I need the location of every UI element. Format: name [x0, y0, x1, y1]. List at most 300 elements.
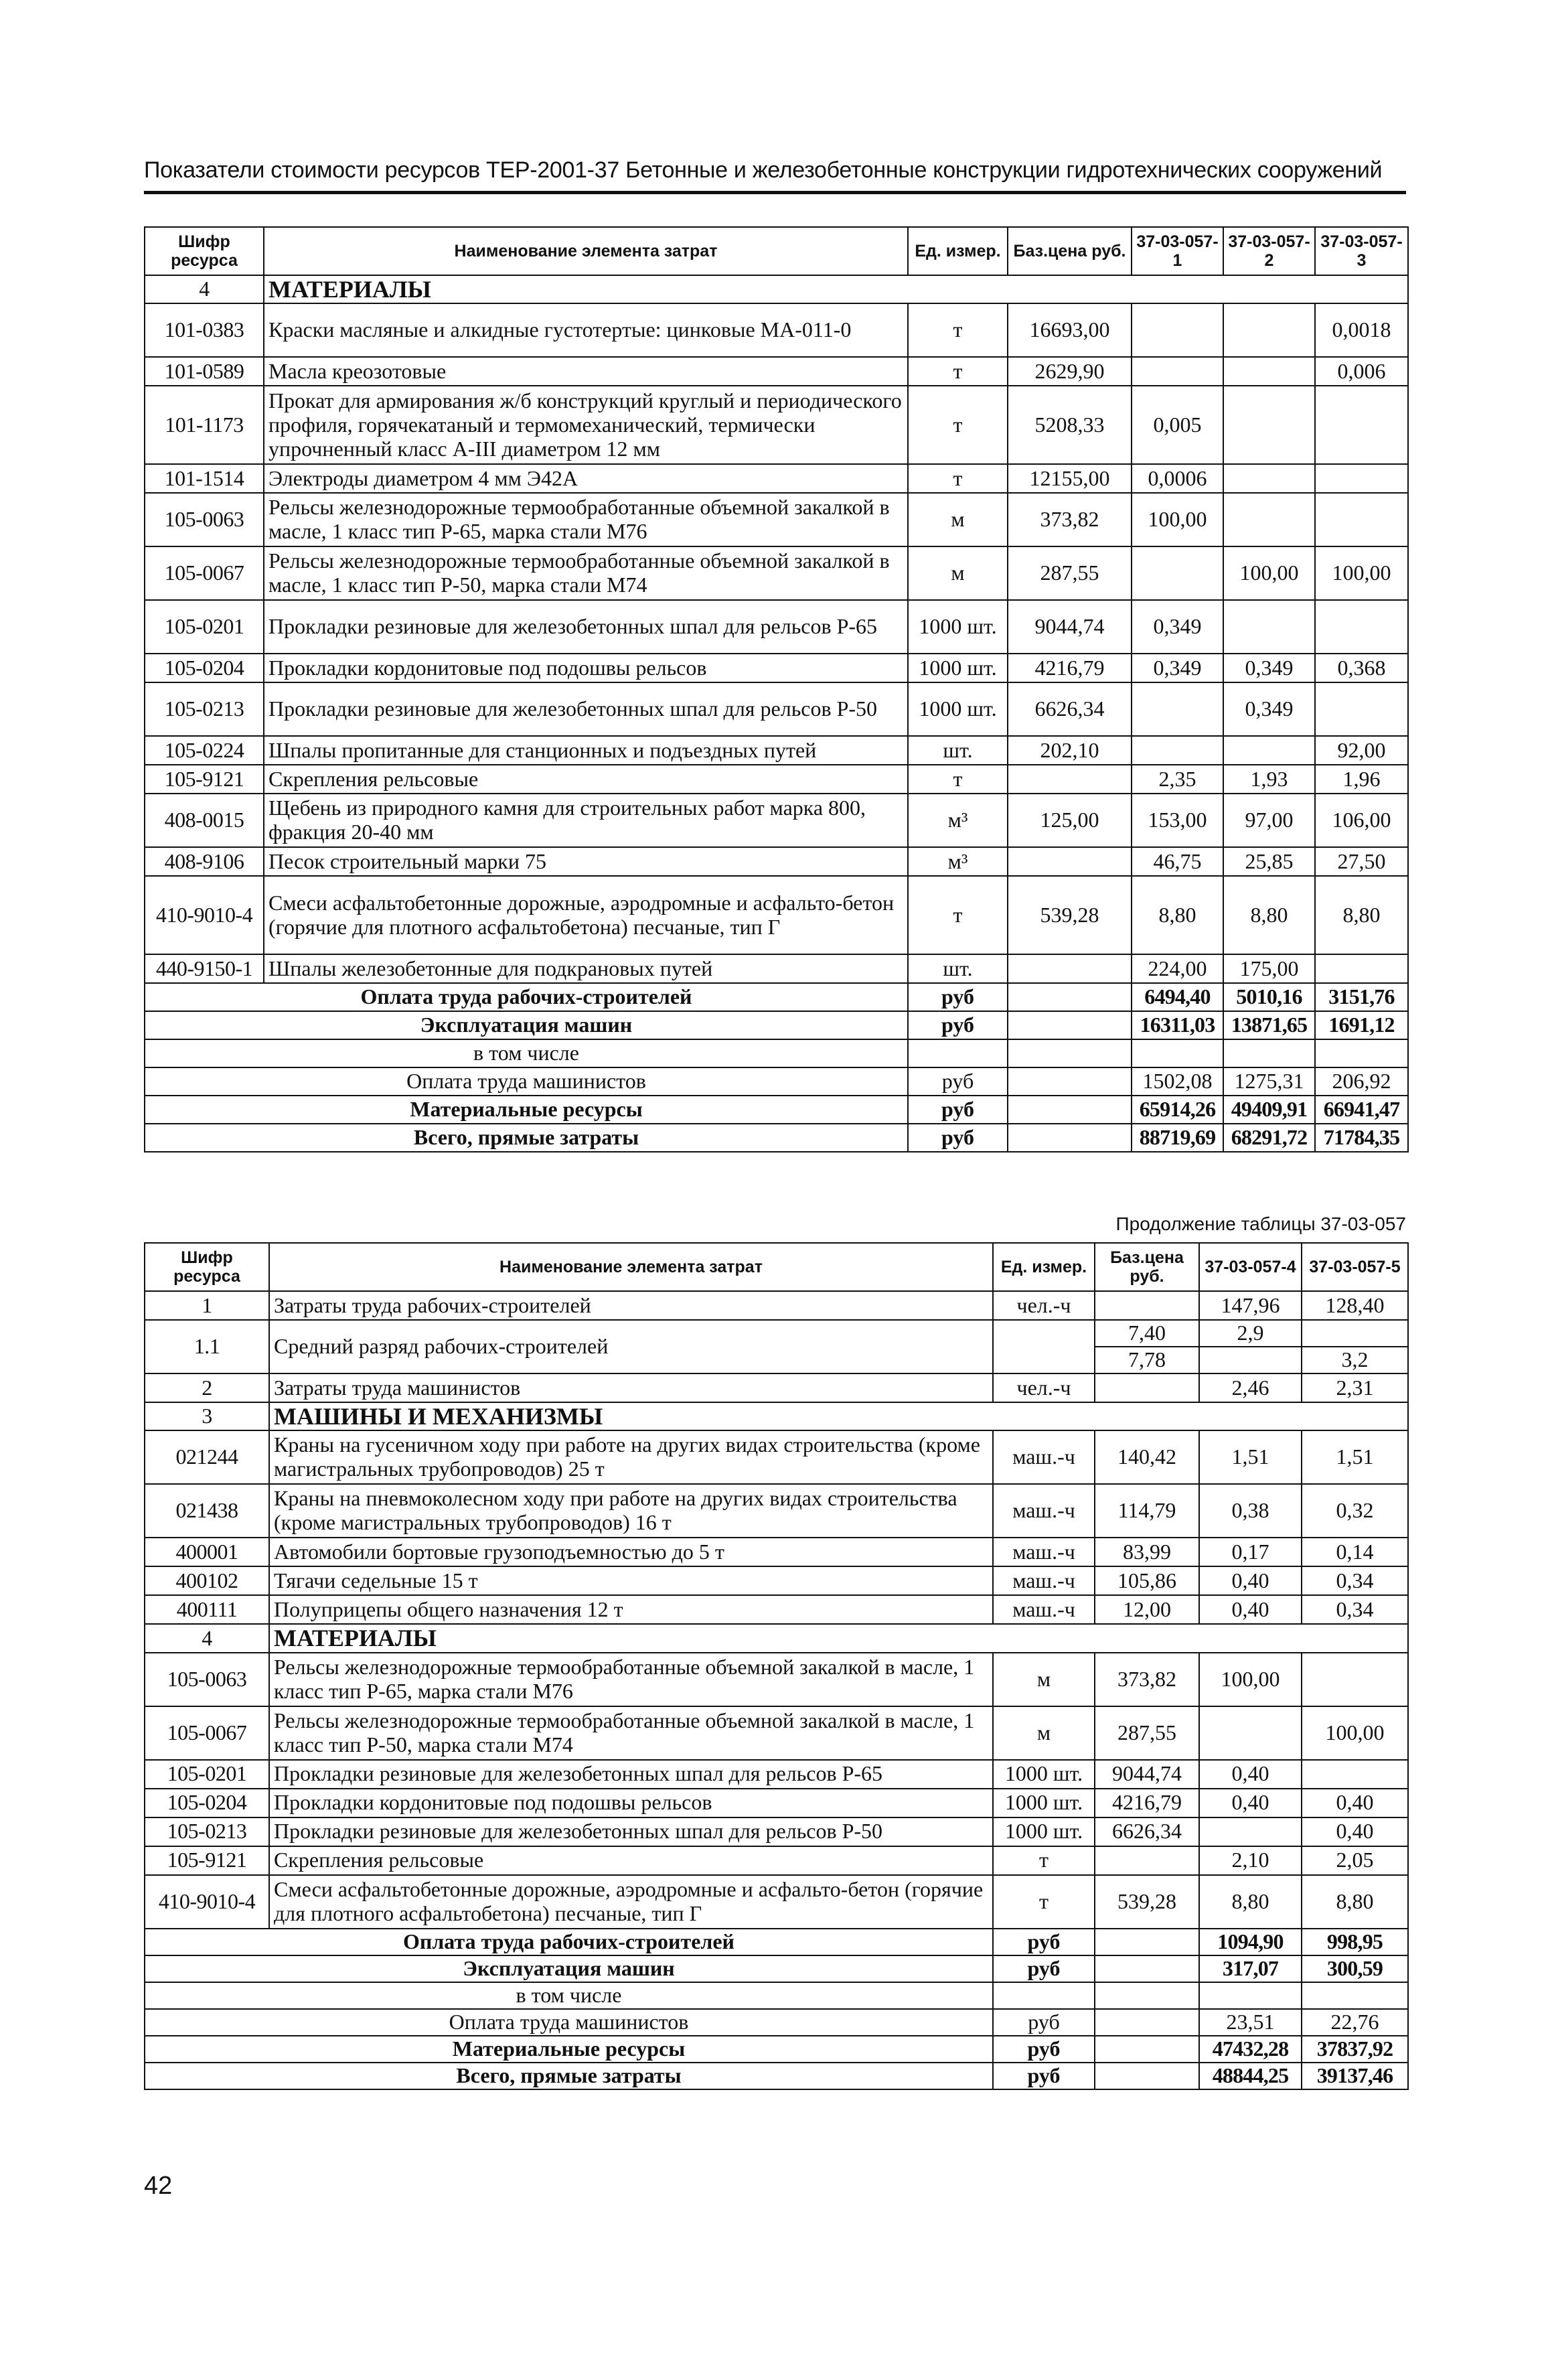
resource-unit: м — [908, 493, 1008, 546]
summary-value-3 — [1315, 1039, 1408, 1067]
resource-unit: м — [993, 1653, 1095, 1706]
value-col-4: 0,40 — [1199, 1595, 1302, 1624]
base-price — [1095, 1373, 1199, 1402]
section-code: 3 — [145, 1402, 269, 1430]
summary-label: Эксплуатация машин — [145, 1011, 908, 1039]
header-rule — [144, 191, 1406, 194]
summary-row — [145, 1067, 1408, 1096]
summary-value-4: 48844,25 — [1199, 2063, 1302, 2089]
summary-row — [145, 2063, 1408, 2089]
value-col-1: 0,0006 — [1132, 464, 1223, 493]
table-row — [145, 682, 1408, 736]
value-col-1: 0,005 — [1132, 386, 1223, 464]
resource-name: Прокладки кордонитовые под подошвы рельсов — [269, 1789, 993, 1817]
value-col-5 — [1302, 1760, 1408, 1789]
value-col-3 — [1315, 954, 1408, 983]
summary-value-3: 3151,76 — [1315, 983, 1408, 1011]
summary-value-3: 71784,35 — [1315, 1124, 1408, 1152]
value-col-2 — [1223, 600, 1315, 654]
resource-code: 2 — [145, 1373, 269, 1402]
resource-name: Рельсы железнодорожные термообработанные объемной закалкой в масле, 1 класс тип Р-50, марка стали М74 — [269, 1706, 993, 1760]
summary-value-3: 206,92 — [1315, 1067, 1408, 1096]
resource-name: Прокладки резиновые для железобетонных шпал для рельсов Р-50 — [264, 682, 908, 736]
summary-label: в том числе — [145, 1982, 993, 2009]
summary-value-5: 39137,46 — [1302, 2063, 1408, 2089]
summary-row — [145, 2036, 1408, 2063]
summary-value-4: 1094,90 — [1199, 1929, 1302, 1955]
base-price: 373,82 — [1095, 1653, 1199, 1706]
value-col-1: 153,00 — [1132, 794, 1223, 847]
summary-value-2: 5010,16 — [1223, 983, 1315, 1011]
resource-name: Средний разряд рабочих-строителей — [269, 1320, 993, 1373]
summary-value-1: 65914,26 — [1132, 1096, 1223, 1124]
table-row — [145, 1760, 1408, 1789]
resource-unit: 1000 шт. — [908, 682, 1008, 736]
summary-unit: руб — [993, 1955, 1095, 1982]
table-row — [145, 357, 1408, 386]
summary-price-empty — [1008, 1096, 1132, 1124]
resource-code: 101-1514 — [145, 464, 264, 493]
resource-code: 021438 — [145, 1484, 269, 1538]
resource-code: 105-0063 — [145, 1653, 269, 1706]
value-col-1: 46,75 — [1132, 847, 1223, 876]
resource-code: 105-0063 — [145, 493, 264, 546]
value-col-5: 8,80 — [1302, 1875, 1408, 1929]
value-col-4: 100,00 — [1199, 1653, 1302, 1706]
summary-value-2: 68291,72 — [1223, 1124, 1315, 1152]
resource-code: 105-0204 — [145, 654, 264, 682]
summary-value-1: 1502,08 — [1132, 1067, 1223, 1096]
summary-label: Оплата труда машинистов — [145, 1067, 908, 1096]
resource-code: 105-0067 — [145, 546, 264, 600]
table-row — [145, 386, 1408, 464]
value-col-3 — [1315, 493, 1408, 546]
section-title: МАТЕРИАЛЫ — [264, 275, 1408, 303]
summary-unit: руб — [993, 2036, 1095, 2063]
summary-label: в том числе — [145, 1039, 908, 1067]
value-col-2 — [1223, 736, 1315, 765]
resource-code: 105-9121 — [145, 765, 264, 794]
summary-value-3: 66941,47 — [1315, 1096, 1408, 1124]
value-col-5: 0,40 — [1302, 1817, 1408, 1846]
resource-code: 410-9010-4 — [145, 876, 264, 954]
resource-name: Полуприцепы общего назначения 12 т — [269, 1595, 993, 1624]
table-row — [145, 1653, 1408, 1706]
value-col-3 — [1315, 600, 1408, 654]
value-col-3: 0,368 — [1315, 654, 1408, 682]
resource-code: 410-9010-4 — [145, 1875, 269, 1929]
value-col-3: 0,006 — [1315, 357, 1408, 386]
resource-name: Скрепления рельсовые — [269, 1846, 993, 1875]
resource-unit: м — [993, 1706, 1095, 1760]
col-header-code: Шифр ресурса — [145, 227, 264, 275]
resource-unit: 1000 шт. — [993, 1789, 1095, 1817]
base-price-a: 7,40 — [1095, 1320, 1199, 1347]
summary-unit — [993, 1982, 1095, 2009]
value-col-2 — [1223, 357, 1315, 386]
table-row — [145, 1484, 1408, 1538]
col-header-price: Баз.цена руб. — [1008, 227, 1132, 275]
resource-unit: шт. — [908, 736, 1008, 765]
resource-name: Масла креозотовые — [264, 357, 908, 386]
value-col-1 — [1132, 303, 1223, 357]
resource-unit: т — [993, 1846, 1095, 1875]
base-price: 287,55 — [1095, 1706, 1199, 1760]
summary-unit: руб — [993, 2063, 1095, 2089]
value-col-2 — [1223, 303, 1315, 357]
resource-name: Прокат для армирования ж/б конструкций круглый и периодического профиля, горячекатаный и термомеханический, термически упрочненный класс А-III диаметром 12 мм — [264, 386, 908, 464]
resource-name: Щебень из природного камня для строительных работ марка 800, фракция 20-40 мм — [264, 794, 908, 847]
resource-name: Краны на гусеничном ходу при работе на других видах строительства (кроме магистральных трубопроводов) 25 т — [269, 1430, 993, 1484]
summary-value-2: 49409,91 — [1223, 1096, 1315, 1124]
resource-unit: т — [908, 386, 1008, 464]
col-header-unit: Ед. измер. — [908, 227, 1008, 275]
table-row — [145, 1430, 1408, 1484]
summary-label: Материальные ресурсы — [145, 2036, 993, 2063]
value-col-5: 0,14 — [1302, 1538, 1408, 1566]
section-code: 4 — [145, 275, 264, 303]
base-price: 539,28 — [1008, 876, 1132, 954]
base-price: 4216,79 — [1095, 1789, 1199, 1817]
summary-value-2: 13871,65 — [1223, 1011, 1315, 1039]
summary-price-empty — [1095, 1929, 1199, 1955]
value-col-1: 224,00 — [1132, 954, 1223, 983]
summary-price-empty — [1095, 2036, 1199, 2063]
section-row — [145, 1402, 1408, 1430]
summary-price-empty — [1008, 983, 1132, 1011]
resource-name: Скрепления рельсовые — [264, 765, 908, 794]
section-row — [145, 1624, 1408, 1652]
summary-unit — [908, 1039, 1008, 1067]
base-price: 140,42 — [1095, 1430, 1199, 1484]
page-number: 42 — [144, 2172, 173, 2200]
table-row — [145, 1566, 1408, 1595]
col-header-code: Шифр ресурса — [145, 1243, 269, 1291]
table-row — [145, 954, 1408, 983]
resource-unit: чел.-ч — [993, 1291, 1095, 1320]
section-row — [145, 275, 1408, 303]
base-price: 5208,33 — [1008, 386, 1132, 464]
summary-value-5: 37837,92 — [1302, 2036, 1408, 2063]
resource-unit: т — [908, 876, 1008, 954]
resource-code: 105-0067 — [145, 1706, 269, 1760]
resource-name: Краны на пневмоколесном ходу при работе на других видах строительства (кроме магистральных трубопроводов) 16 т — [269, 1484, 993, 1538]
table-row — [145, 736, 1408, 765]
summary-value-1: 16311,03 — [1132, 1011, 1223, 1039]
table-row — [145, 876, 1408, 954]
resource-unit: т — [908, 303, 1008, 357]
summary-value-5: 300,59 — [1302, 1955, 1408, 1982]
value-col-3 — [1315, 682, 1408, 736]
resource-unit — [993, 1320, 1095, 1373]
value-col-2: 100,00 — [1223, 546, 1315, 600]
value-col-4: 0,40 — [1199, 1789, 1302, 1817]
col-header-id-3: 37-03-057-3 — [1315, 227, 1408, 275]
col-header-price: Баз.цена руб. — [1095, 1243, 1199, 1291]
resource-code: 1.1 — [145, 1320, 269, 1373]
resource-unit: 1000 шт. — [993, 1760, 1095, 1789]
value-col-5: 0,34 — [1302, 1566, 1408, 1595]
table-row — [145, 464, 1408, 493]
value-col-2: 97,00 — [1223, 794, 1315, 847]
resource-name: Электроды диаметром 4 мм Э42А — [264, 464, 908, 493]
resource-name: Прокладки резиновые для железобетонных шпал для рельсов Р-65 — [264, 600, 908, 654]
resource-name: Краски масляные и алкидные густотертые: цинковые МА-011-0 — [264, 303, 908, 357]
summary-row — [145, 1011, 1408, 1039]
resource-unit: маш.-ч — [993, 1484, 1095, 1538]
value-col-5: 100,00 — [1302, 1706, 1408, 1760]
resource-unit: чел.-ч — [993, 1373, 1095, 1402]
resource-code: 105-0213 — [145, 1817, 269, 1846]
resource-unit: т — [908, 464, 1008, 493]
value-col-2: 25,85 — [1223, 847, 1315, 876]
resource-unit: маш.-ч — [993, 1566, 1095, 1595]
base-price: 2629,90 — [1008, 357, 1132, 386]
value-col-5: 128,40 — [1302, 1291, 1408, 1320]
summary-value-4 — [1199, 1982, 1302, 2009]
base-price — [1095, 1291, 1199, 1320]
section-title: МАТЕРИАЛЫ — [269, 1624, 1408, 1652]
resource-unit: шт. — [908, 954, 1008, 983]
value-col-1: 100,00 — [1132, 493, 1223, 546]
value-col-5: 2,05 — [1302, 1846, 1408, 1875]
value-col-2: 0,349 — [1223, 654, 1315, 682]
summary-price-empty — [1008, 1039, 1132, 1067]
table-header-row — [145, 227, 1408, 275]
resource-unit: м³ — [908, 847, 1008, 876]
resource-name: Шпалы пропитанные для станционных и подъездных путей — [264, 736, 908, 765]
value-col-1 — [1132, 682, 1223, 736]
value-col-4: 0,40 — [1199, 1566, 1302, 1595]
resource-name: Рельсы железнодорожные термообработанные объемной закалкой в масле, 1 класс тип Р-50, марка стали М74 — [264, 546, 908, 600]
resource-unit: 1000 шт. — [908, 600, 1008, 654]
value-col-2 — [1223, 493, 1315, 546]
value-col-5 — [1302, 1653, 1408, 1706]
summary-label: Оплата труда рабочих-строителей — [145, 1929, 993, 1955]
resource-code: 105-9121 — [145, 1846, 269, 1875]
value-col-3: 0,0018 — [1315, 303, 1408, 357]
summary-value-1 — [1132, 1039, 1223, 1067]
table-header-row — [145, 1243, 1408, 1291]
resource-code: 105-0201 — [145, 1760, 269, 1789]
summary-value-4: 23,51 — [1199, 2009, 1302, 2036]
value-col-4 — [1199, 1706, 1302, 1760]
value-col-4: 8,80 — [1199, 1875, 1302, 1929]
summary-unit: руб — [908, 1067, 1008, 1096]
table-row — [145, 1789, 1408, 1817]
base-price: 4216,79 — [1008, 654, 1132, 682]
summary-value-4: 317,07 — [1199, 1955, 1302, 1982]
col-header-name: Наименование элемента затрат — [264, 227, 908, 275]
resource-code: 408-9106 — [145, 847, 264, 876]
table-row — [145, 1875, 1408, 1929]
base-price — [1008, 765, 1132, 794]
summary-value-1: 88719,69 — [1132, 1124, 1223, 1152]
base-price — [1008, 847, 1132, 876]
base-price — [1095, 1846, 1199, 1875]
summary-unit: руб — [908, 1096, 1008, 1124]
value-col-5: 0,40 — [1302, 1789, 1408, 1817]
col-header-id-5: 37-03-057-5 — [1302, 1243, 1408, 1291]
base-price: 373,82 — [1008, 493, 1132, 546]
value-col-3: 106,00 — [1315, 794, 1408, 847]
value-col-5: 0,34 — [1302, 1595, 1408, 1624]
resource-code: 1 — [145, 1291, 269, 1320]
summary-value-4: 47432,28 — [1199, 2036, 1302, 2063]
summary-price-empty — [1008, 1011, 1132, 1039]
summary-unit: руб — [993, 1929, 1095, 1955]
table-row — [145, 303, 1408, 357]
value-col-1 — [1132, 357, 1223, 386]
value-col-4: 1,51 — [1199, 1430, 1302, 1484]
summary-row — [145, 2009, 1408, 2036]
value-col-4 — [1199, 1817, 1302, 1846]
col-header-id-2: 37-03-057-2 — [1223, 227, 1315, 275]
resource-unit: маш.-ч — [993, 1595, 1095, 1624]
summary-row — [145, 1929, 1408, 1955]
resource-unit: 1000 шт. — [993, 1817, 1095, 1846]
resource-code: 105-0204 — [145, 1789, 269, 1817]
value-col-3: 1,96 — [1315, 765, 1408, 794]
value-col-4: 0,40 — [1199, 1760, 1302, 1789]
value-col-5: 1,51 — [1302, 1430, 1408, 1484]
resource-code: 021244 — [145, 1430, 269, 1484]
base-price: 12,00 — [1095, 1595, 1199, 1624]
resource-table-2 — [144, 1242, 1409, 2090]
value-col-4: 2,9 — [1199, 1320, 1302, 1347]
table-row — [145, 794, 1408, 847]
resource-name: Смеси асфальтобетонные дорожные, аэродромные и асфальто-бетон (горячие для плотного асфальтобетона) песчаные, тип Г — [264, 876, 908, 954]
resource-name: Шпалы железобетонные для подкрановых путей — [264, 954, 908, 983]
summary-price-empty — [1095, 2009, 1199, 2036]
resource-code: 440-9150-1 — [145, 954, 264, 983]
summary-label: Оплата труда рабочих-строителей — [145, 983, 908, 1011]
base-price: 6626,34 — [1008, 682, 1132, 736]
base-price: 202,10 — [1008, 736, 1132, 765]
summary-label: Материальные ресурсы — [145, 1096, 908, 1124]
value-col-3 — [1315, 464, 1408, 493]
base-price: 16693,00 — [1008, 303, 1132, 357]
page-header: Показатели стоимости ресурсов ТЕР-2001-37 Бетонные и железобетонные конструкции гидротехнических сооружений — [144, 157, 1383, 183]
section-code: 4 — [145, 1624, 269, 1652]
value-col-2: 8,80 — [1223, 876, 1315, 954]
resource-code: 105-0213 — [145, 682, 264, 736]
resource-unit: маш.-ч — [993, 1538, 1095, 1566]
summary-unit: руб — [908, 1124, 1008, 1152]
value-col-1: 8,80 — [1132, 876, 1223, 954]
summary-row — [145, 1982, 1408, 2009]
value-col-4: 2,10 — [1199, 1846, 1302, 1875]
value-col-2 — [1223, 464, 1315, 493]
summary-label: Оплата труда машинистов — [145, 2009, 993, 2036]
table-row — [145, 1595, 1408, 1624]
value-col-5: 2,31 — [1302, 1373, 1408, 1402]
value-col-4: 147,96 — [1199, 1291, 1302, 1320]
summary-value-1: 6494,40 — [1132, 983, 1223, 1011]
base-price: 6626,34 — [1095, 1817, 1199, 1846]
base-price: 125,00 — [1008, 794, 1132, 847]
summary-label: Всего, прямые затраты — [145, 1124, 908, 1152]
resource-name: Рельсы железнодорожные термообработанные объемной закалкой в масле, 1 класс тип Р-65, марка стали М76 — [264, 493, 908, 546]
table-row — [145, 1538, 1408, 1566]
value-col-4: 0,38 — [1199, 1484, 1302, 1538]
resource-name: Прокладки резиновые для железобетонных шпал для рельсов Р-50 — [269, 1817, 993, 1846]
value-col-1: 2,35 — [1132, 765, 1223, 794]
base-price: 83,99 — [1095, 1538, 1199, 1566]
summary-unit: руб — [908, 983, 1008, 1011]
base-price — [1008, 954, 1132, 983]
table-row — [145, 847, 1408, 876]
summary-row — [145, 1124, 1408, 1152]
summary-label: Всего, прямые затраты — [145, 2063, 993, 2089]
value-col-4: 0,17 — [1199, 1538, 1302, 1566]
col-header-unit: Ед. измер. — [993, 1243, 1095, 1291]
summary-price-empty — [1095, 2063, 1199, 2089]
value-col-5: 0,32 — [1302, 1484, 1408, 1538]
base-price: 12155,00 — [1008, 464, 1132, 493]
resource-code: 408-0015 — [145, 794, 264, 847]
col-header-name: Наименование элемента затрат — [269, 1243, 993, 1291]
col-header-id-1: 37-03-057-1 — [1132, 227, 1223, 275]
value-col-1: 0,349 — [1132, 600, 1223, 654]
summary-unit: руб — [993, 2009, 1095, 2036]
summary-value-5: 22,76 — [1302, 2009, 1408, 2036]
resource-name: Прокладки кордонитовые под подошвы рельсов — [264, 654, 908, 682]
summary-price-empty — [1095, 1955, 1199, 1982]
resource-code: 400111 — [145, 1595, 269, 1624]
value-col-3: 8,80 — [1315, 876, 1408, 954]
summary-row — [145, 1955, 1408, 1982]
grade-row — [145, 1320, 1408, 1347]
resource-table-1 — [144, 226, 1409, 1152]
value-col-2 — [1223, 386, 1315, 464]
resource-name: Смеси асфальтобетонные дорожные, аэродромные и асфальто-бетон (горячие для плотного асфальтобетона) песчаные, тип Г — [269, 1875, 993, 1929]
continuation-caption: Продолжение таблицы 37-03-057 — [1115, 1213, 1406, 1234]
section-title: МАШИНЫ И МЕХАНИЗМЫ — [269, 1402, 1408, 1430]
table-row — [145, 654, 1408, 682]
value-col-5: 3,2 — [1302, 1347, 1408, 1373]
table-row — [145, 600, 1408, 654]
resource-unit: т — [908, 765, 1008, 794]
resource-name: Автомобили бортовые грузоподъемностью до 5 т — [269, 1538, 993, 1566]
value-col-1 — [1132, 546, 1223, 600]
base-price: 9044,74 — [1008, 600, 1132, 654]
table-row — [145, 1817, 1408, 1846]
summary-label: Эксплуатация машин — [145, 1955, 993, 1982]
table-row — [145, 765, 1408, 794]
summary-row — [145, 1039, 1408, 1067]
resource-code: 101-0383 — [145, 303, 264, 357]
summary-value-5 — [1302, 1982, 1408, 2009]
resource-name: Затраты труда машинистов — [269, 1373, 993, 1402]
summary-value-2: 1275,31 — [1223, 1067, 1315, 1096]
summary-price-empty — [1095, 1982, 1199, 2009]
resource-code: 400001 — [145, 1538, 269, 1566]
resource-name: Рельсы железнодорожные термообработанные объемной закалкой в масле, 1 класс тип Р-65, марка стали М76 — [269, 1653, 993, 1706]
col-header-id-4: 37-03-057-4 — [1199, 1243, 1302, 1291]
base-price: 105,86 — [1095, 1566, 1199, 1595]
resource-code: 101-1173 — [145, 386, 264, 464]
resource-name: Прокладки резиновые для железобетонных шпал для рельсов Р-65 — [269, 1760, 993, 1789]
resource-unit: т — [908, 357, 1008, 386]
table-row — [145, 1846, 1408, 1875]
value-col-3 — [1315, 386, 1408, 464]
value-col-5-empty — [1302, 1320, 1408, 1347]
value-col-1: 0,349 — [1132, 654, 1223, 682]
resource-name: Затраты труда рабочих-строителей — [269, 1291, 993, 1320]
resource-unit: маш.-ч — [993, 1430, 1095, 1484]
summary-value-5: 998,95 — [1302, 1929, 1408, 1955]
